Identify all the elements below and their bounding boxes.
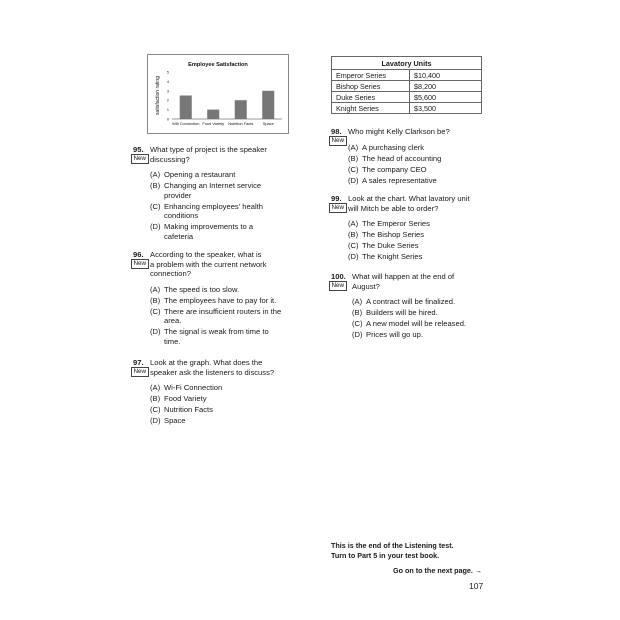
option-text: Builders will be hired. (366, 308, 438, 317)
option-letter: (D) (150, 222, 161, 231)
stem-line: According to the speaker, what is (150, 250, 262, 259)
option-letter: (B) (150, 181, 161, 190)
answer-option[interactable] (348, 230, 470, 240)
answer-option[interactable] (348, 154, 450, 164)
answer-option[interactable] (150, 394, 274, 404)
y-tick-label: 1 (166, 108, 169, 113)
option-letter: (D) (348, 175, 359, 185)
option-text: Space (164, 416, 186, 425)
option-letter: (D) (150, 327, 161, 336)
answer-option[interactable] (352, 319, 466, 329)
y-tick-label: 3 (166, 89, 169, 94)
answer-option[interactable] (352, 330, 466, 340)
option-text: The signal is weak from time to (164, 327, 269, 336)
answer-option[interactable] (348, 219, 470, 229)
stem-line: discussing? (150, 154, 190, 164)
answer-option[interactable] (150, 307, 281, 326)
option-text: Enhancing employees' health (164, 201, 263, 211)
question-stem (348, 127, 450, 137)
answer-option[interactable] (352, 297, 466, 307)
option-text: A purchasing clerk (362, 142, 425, 152)
new-badge: New (329, 203, 347, 213)
option-letter: (A) (348, 142, 359, 152)
question-98 (331, 127, 450, 187)
page-number: 107 (469, 581, 484, 591)
end-line-2: Turn to Part 5 in your test book. (331, 550, 440, 560)
x-tick-label: Nutrition Facts (228, 121, 254, 126)
option-letter: (B) (348, 153, 359, 163)
answer-option[interactable] (150, 416, 274, 426)
x-tick-label: Wifi Connection (172, 121, 200, 126)
question-stem (150, 145, 267, 164)
y-axis-label: satisfaction rating (155, 76, 161, 115)
unit-price: $5,600 (410, 92, 482, 103)
question-97 (133, 358, 274, 427)
answer-option[interactable] (150, 170, 267, 180)
end-line-1: This is the end of the Listening test. (331, 541, 454, 550)
answer-option[interactable] (352, 308, 466, 318)
bar (207, 110, 219, 119)
option-letter: (A) (150, 383, 161, 392)
option-text: The company CEO (362, 164, 427, 174)
option-letter: (B) (352, 308, 363, 317)
answer-option[interactable] (150, 181, 267, 200)
next-page-notice: Go on to the next page. → (393, 566, 483, 575)
y-tick-label: 4 (166, 79, 169, 84)
option-text: cafeteria (164, 231, 194, 241)
question-number: 96. (133, 250, 144, 259)
option-letter: (B) (150, 295, 161, 305)
option-text: Opening a restaurant (164, 170, 236, 179)
option-text: Wi-Fi Connection (164, 383, 223, 392)
stem-line: Who might Kelly Clarkson be? (348, 127, 450, 136)
x-tick-label: Space (262, 121, 274, 126)
y-tick-label: 5 (166, 70, 169, 75)
unit-name: Duke Series (332, 92, 410, 103)
answer-options (352, 297, 466, 340)
option-text: A contract will be finalized. (366, 297, 456, 306)
answer-option[interactable] (150, 285, 281, 295)
stem-line: Look at the graph. What does the (150, 358, 263, 367)
answer-option[interactable] (150, 222, 267, 241)
stem-line: Look at the chart. What lavatory unit (348, 194, 470, 203)
option-text: The Emperor Series (362, 219, 430, 228)
answer-options (348, 219, 470, 262)
new-badge: New (131, 259, 149, 269)
question-stem (352, 272, 466, 291)
option-text: A new model will be released. (366, 319, 467, 328)
question-100 (331, 272, 466, 341)
option-letter: (C) (348, 241, 359, 250)
stem-line: a problem with the current network (150, 259, 267, 269)
option-text: time. (164, 336, 181, 346)
option-text: The employees have to pay for it. (164, 295, 277, 305)
option-letter: (C) (150, 405, 161, 414)
option-letter: (D) (352, 330, 363, 339)
option-text: conditions (164, 211, 199, 220)
option-letter: (B) (150, 394, 161, 403)
question-stem (150, 250, 281, 279)
question-number: 99. (331, 194, 342, 203)
option-text: provider (164, 190, 192, 200)
stem-line: will Mitch be able to order? (348, 203, 439, 213)
chart-svg (148, 55, 288, 133)
answer-option[interactable] (150, 202, 267, 221)
answer-option[interactable] (348, 165, 450, 175)
option-text: Food Variety (164, 394, 207, 403)
option-text: The speed is too slow. (164, 284, 240, 294)
answer-options (150, 170, 267, 241)
question-99 (331, 194, 470, 263)
stem-line: connection? (150, 269, 191, 278)
new-badge: New (131, 367, 149, 377)
stem-line: What type of project is the speaker (150, 145, 267, 154)
question-number: 95. (133, 145, 144, 154)
bar (235, 100, 247, 119)
question-96 (133, 250, 281, 348)
unit-name: Bishop Series (332, 81, 410, 92)
option-text: Making improvements to a (164, 222, 254, 231)
answer-options (150, 383, 274, 426)
unit-price: $3,500 (410, 103, 482, 114)
lavatory-units-table (331, 56, 482, 114)
option-text: area. (164, 316, 182, 325)
new-badge: New (329, 136, 347, 146)
answer-options (348, 143, 450, 186)
table-row (332, 70, 482, 81)
option-letter: (A) (348, 219, 359, 228)
answer-option[interactable] (150, 405, 274, 415)
unit-price: $10,400 (410, 70, 482, 81)
option-text: Changing an Internet service (164, 181, 262, 190)
unit-name: Knight Series (332, 103, 410, 114)
bar (262, 91, 274, 119)
answer-option[interactable] (150, 383, 274, 393)
option-letter: (A) (352, 297, 363, 306)
option-text: The head of accounting (362, 153, 442, 163)
answer-option[interactable] (150, 296, 281, 306)
unit-name: Emperor Series (332, 70, 410, 81)
option-text: The Duke Series (362, 241, 419, 250)
question-number: 97. (133, 358, 144, 367)
option-letter: (A) (150, 284, 161, 294)
y-tick-label: 0 (166, 117, 169, 122)
question-number: 98. (331, 127, 342, 136)
chart-title: Employee Satisfaction (188, 62, 248, 68)
table-row (332, 81, 482, 92)
question-stem (348, 194, 470, 213)
question-number: 100. (331, 272, 346, 281)
table-row (332, 92, 482, 103)
x-tick-label: Food Variety (202, 121, 225, 126)
answer-option[interactable] (348, 176, 450, 186)
unit-price: $8,200 (410, 81, 482, 92)
answer-option[interactable] (348, 143, 450, 153)
question-stem (150, 358, 274, 377)
option-text: Prices will go up. (366, 330, 423, 339)
question-95 (133, 145, 267, 243)
y-tick-label: 2 (166, 98, 169, 103)
end-of-listening-notice (331, 541, 454, 560)
option-letter: (D) (150, 416, 161, 425)
answer-option[interactable] (348, 241, 470, 251)
option-letter: (C) (352, 319, 363, 328)
answer-options (150, 285, 281, 347)
employee-satisfaction-chart (147, 54, 289, 134)
table-row (332, 103, 482, 114)
bar (180, 96, 192, 120)
option-letter: (A) (150, 170, 161, 179)
option-text: A sales representative (362, 175, 437, 185)
option-letter: (D) (348, 252, 359, 261)
answer-option[interactable] (348, 252, 470, 262)
stem-line: August? (352, 281, 380, 291)
new-badge: New (329, 281, 347, 291)
new-badge: New (131, 154, 149, 164)
stem-line: What will happen at the end of (352, 272, 455, 281)
option-text: The Bishop Series (362, 230, 425, 239)
option-letter: (C) (150, 306, 161, 316)
option-letter: (C) (348, 164, 359, 174)
stem-line: speaker ask the listeners to discuss? (150, 367, 275, 377)
option-letter: (B) (348, 230, 359, 239)
option-letter: (C) (150, 201, 161, 211)
option-text: Nutrition Facts (164, 405, 213, 414)
table-title: Lavatory Units (332, 57, 482, 70)
option-text: The Knight Series (362, 252, 423, 261)
option-text: There are insufficient routers in the (164, 306, 282, 316)
answer-option[interactable] (150, 327, 281, 346)
